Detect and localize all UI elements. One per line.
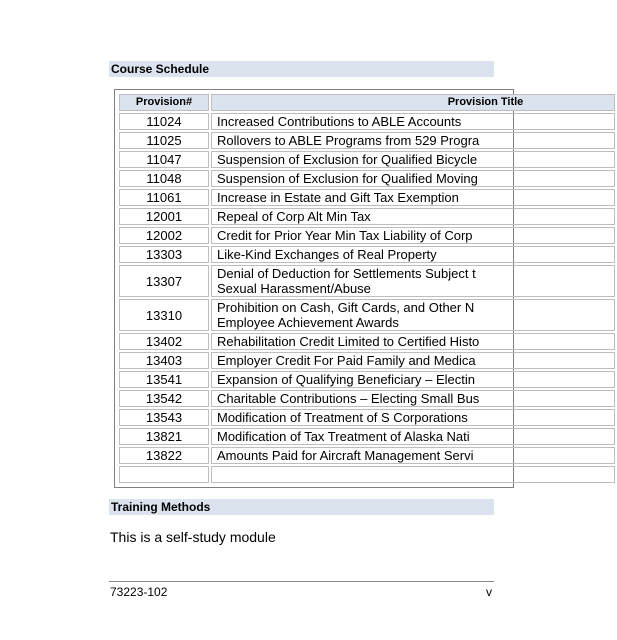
provision-number-cell: 13542 (119, 390, 209, 407)
provision-number-cell: 13303 (119, 246, 209, 263)
provision-number-cell: 13543 (119, 409, 209, 426)
course-schedule-heading: Course Schedule (109, 61, 494, 77)
provision-number-cell: 13822 (119, 447, 209, 464)
table-row (119, 208, 615, 225)
provision-number-cell: 13821 (119, 428, 209, 445)
provision-title-line: Repeal of Corp Alt Min Tax (217, 209, 371, 224)
provision-number-cell: 13402 (119, 333, 209, 350)
provision-title-cell (211, 227, 615, 244)
provision-title-cell (211, 132, 615, 149)
empty-cell (119, 466, 209, 483)
provision-title-cell (211, 428, 615, 445)
provision-title-cell (211, 390, 615, 407)
provision-title-line: Rehabilitation Credit Limited to Certified Histo (217, 334, 480, 349)
provision-title-cell (211, 113, 615, 130)
provision-title-cell (211, 352, 615, 369)
table-row (119, 299, 615, 331)
table-row (119, 170, 615, 187)
provision-number-cell: 13307 (119, 265, 209, 297)
provision-title-line: Amounts Paid for Aircraft Management Servi (217, 448, 474, 463)
provision-title-line: Modification of Tax Treatment of Alaska Nati (217, 429, 470, 444)
provision-title-cell (211, 371, 615, 388)
table-row (119, 428, 615, 445)
provision-number-cell: 13310 (119, 299, 209, 331)
provision-number-cell: 13403 (119, 352, 209, 369)
provision-number-cell: 13541 (119, 371, 209, 388)
provision-title-line: Expansion of Qualifying Beneficiary – Electin (217, 372, 475, 387)
provision-title-line-2: Employee Achievement Awards (217, 315, 399, 330)
footer-course-code: 73223-102 (110, 585, 168, 599)
provision-title-line: Suspension of Exclusion for Qualified Moving (217, 171, 478, 186)
provision-title-cell (211, 151, 615, 168)
training-methods-text: This is a self-study module (110, 529, 276, 545)
provision-title-line: Employer Credit For Paid Family and Medica (217, 353, 476, 368)
provision-title-cell (211, 409, 615, 426)
provision-title-line: Like-Kind Exchanges of Real Property (217, 247, 437, 262)
provision-title-cell (211, 333, 615, 350)
table-row (119, 246, 615, 263)
table-row (119, 352, 615, 369)
column-header-provision-title: Provision Title (211, 94, 615, 111)
provision-title-line: Credit for Prior Year Min Tax Liability of Corp (217, 228, 473, 243)
provision-title-cell (211, 447, 615, 464)
provision-title-line: Suspension of Exclusion for Qualified Bicycle (217, 152, 478, 167)
table-row (119, 227, 615, 244)
table-row (119, 371, 615, 388)
provision-title-line: Increase in Estate and Gift Tax Exemption (217, 190, 459, 205)
footer-version: v (486, 585, 492, 599)
provision-title-line: Prohibition on Cash, Gift Cards, and Other N (217, 300, 475, 315)
provision-number-cell: 12002 (119, 227, 209, 244)
course-schedule-table (117, 92, 617, 485)
table-row (119, 409, 615, 426)
table-row (119, 390, 615, 407)
provision-title-cell (211, 208, 615, 225)
table-row (119, 113, 615, 130)
provision-title-cell (211, 246, 615, 263)
provision-number-cell: 11048 (119, 170, 209, 187)
provision-title-line: Denial of Deduction for Settlements Subject t (217, 266, 476, 281)
table-row (119, 151, 615, 168)
table-header-row (119, 94, 615, 111)
table-row (119, 265, 615, 297)
empty-cell (211, 466, 615, 483)
table-row (119, 189, 615, 206)
provision-number-cell: 11047 (119, 151, 209, 168)
provision-title-line-2: Sexual Harassment/Abuse (217, 281, 371, 296)
provision-number-cell: 11061 (119, 189, 209, 206)
provision-title-line: Charitable Contributions – Electing Small Bus (217, 391, 480, 406)
provision-title-line: Modification of Treatment of S Corporations (217, 410, 468, 425)
table-row (119, 447, 615, 464)
provision-title-line: Rollovers to ABLE Programs from 529 Progra (217, 133, 480, 148)
provision-number-cell: 12001 (119, 208, 209, 225)
provision-number-cell: 11025 (119, 132, 209, 149)
provision-number-cell: 11024 (119, 113, 209, 130)
provision-title-line: Increased Contributions to ABLE Accounts (217, 114, 462, 129)
table-row (119, 132, 615, 149)
table-row-empty (119, 466, 615, 483)
provision-title-cell (211, 189, 615, 206)
provision-title-cell (211, 299, 615, 331)
training-methods-heading: Training Methods (109, 499, 494, 515)
table-row (119, 333, 615, 350)
provision-title-cell (211, 265, 615, 297)
column-header-provision-number: Provision# (119, 94, 209, 111)
footer-divider (109, 581, 494, 582)
provision-title-cell (211, 170, 615, 187)
